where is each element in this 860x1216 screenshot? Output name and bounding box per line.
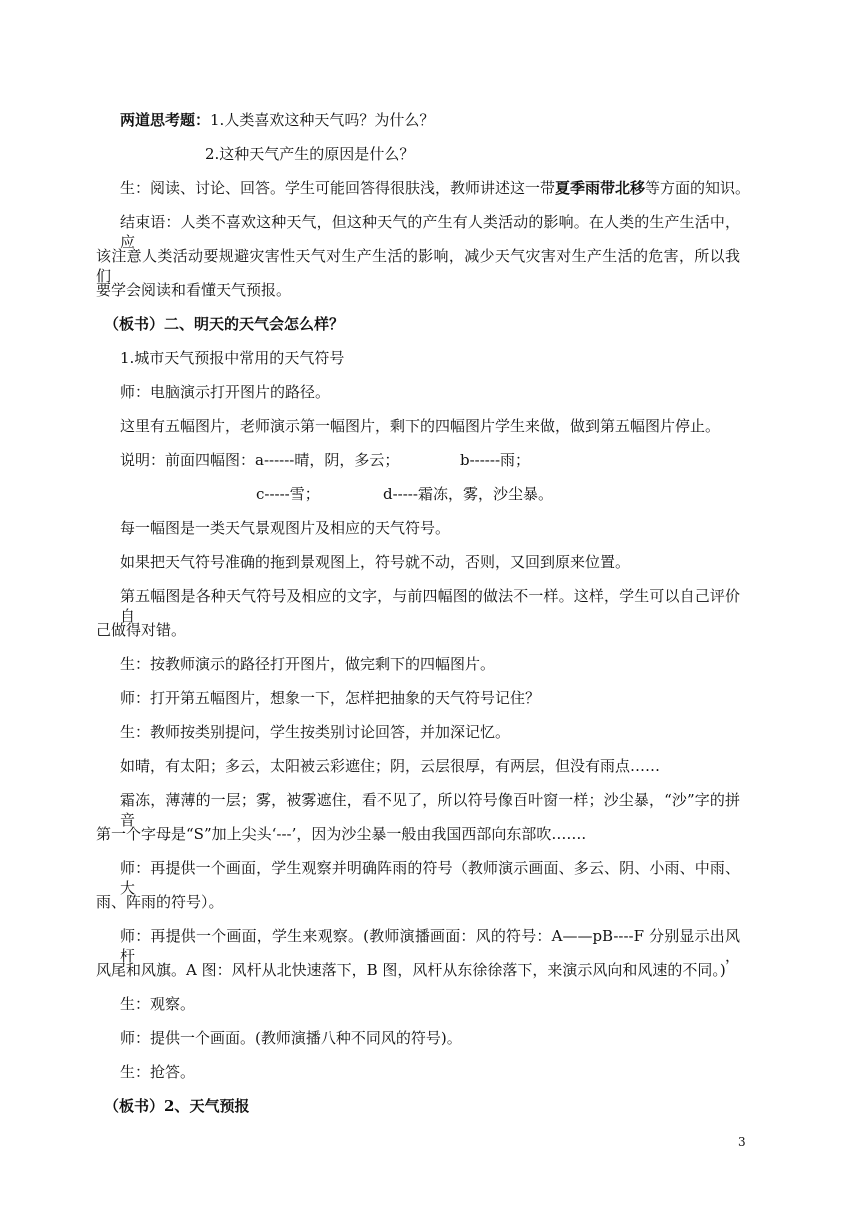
section-heading-weather-forecast: （板书）2、天气预报 bbox=[104, 1097, 250, 1115]
section-heading-tomorrow-weather: （板书）二、明天的天气会怎么样？ bbox=[104, 315, 345, 333]
explanation-d: d-----霜冻，雾，沙尘暴。 bbox=[383, 485, 553, 503]
drag-symbol-note: 如果把天气符号准确的拖到景观图上，符号就不动，否则，又回到原来位置。 bbox=[120, 553, 631, 571]
student-answer-text: 生：阅读、讨论、回答。学生可能回答得很肤浅，教师讲述这一带 bbox=[120, 179, 556, 197]
paragraph-thinking-questions bbox=[120, 110, 434, 130]
conclusion-line-3: 要学会阅读和看懂天气预报。 bbox=[96, 281, 292, 299]
subheading-weather-symbols: 1.城市天气预报中常用的天气符号 bbox=[120, 349, 345, 367]
frost-fog-line-1: 霜冻，薄薄的一层；雾，被雾遮住，看不见了，所以符号像百叶窗一样；沙尘暴，“沙”字的拼音 bbox=[120, 791, 740, 829]
frost-fog-line-2: 第一个字母是“S”加上尖头‘---’，因为沙尘暴一般由我国西部向东部吹……. bbox=[96, 825, 587, 843]
shower-symbol-line-1: 师：再提供一个画面，学生观察并明确阵雨的符号（教师演示画面、多云、阴、小雨、中雨、大 bbox=[120, 859, 740, 897]
explanation-b: b------雨； bbox=[460, 451, 531, 469]
each-image-note: 每一幅图是一类天气景观图片及相应的天气符号。 bbox=[120, 519, 451, 537]
wind-symbol-line-1: 师：再提供一个画面，学生来观察。(教师演播画面：风的符号：A——pB----F 分别显示出风杆， bbox=[120, 927, 740, 965]
fifth-image-line-2: 己做得对错。 bbox=[96, 621, 187, 639]
conclusion-line-1: 结束语：人类不喜欢这种天气，但这种天气的产生有人类活动的影响。在人类的生产生活中，应 bbox=[120, 213, 740, 251]
question-2: 2.这种天气产生的原因是什么？ bbox=[205, 145, 415, 163]
student-observe: 生：观察。 bbox=[120, 995, 196, 1013]
paragraph-student-answer bbox=[120, 178, 750, 198]
shower-symbol-line-2: 雨、阵雨的符号）。 bbox=[96, 893, 224, 911]
emphasis-summer-rainbelt: 夏季雨带北移 bbox=[555, 179, 646, 197]
question-1: 1.人类喜欢这种天气吗？为什么？ bbox=[210, 111, 435, 129]
explanation-a: 说明：前面四幅图：a------晴，阴，多云； bbox=[120, 451, 400, 469]
example-sunny-cloudy: 如晴，有太阳；多云，太阳被云彩遮住；阴，云层很厚，有两层，但没有雨点…… bbox=[120, 757, 661, 775]
student-race-answer: 生：抢答。 bbox=[120, 1063, 196, 1081]
student-open-images: 生：按教师演示的路径打开图片，做完剩下的四幅图片。 bbox=[120, 655, 496, 673]
page-number: 3 bbox=[738, 1135, 746, 1149]
wind-symbol-line-2: 风尾和风旗。A 图：风杆从北快速落下，B 图，风杆从东徐徐落下，来演示风向和风速的不同。) bbox=[96, 961, 726, 979]
teacher-fifth-image: 师：打开第五幅图片，想象一下，怎样把抽象的天气符号记住？ bbox=[120, 689, 541, 707]
teacher-demo-path: 师：电脑演示打开图片的路径。 bbox=[120, 383, 331, 401]
student-category-answer: 生：教师按类别提问，学生按类别讨论回答，并加深记忆。 bbox=[120, 723, 511, 741]
thinking-questions-label: 两道思考题： bbox=[120, 111, 211, 129]
fifth-image-line-1: 第五幅图是各种天气符号及相应的文字，与前四幅图的做法不一样。这样，学生可以自己评价自 bbox=[120, 587, 740, 625]
student-answer-tail: 等方面的知识。 bbox=[645, 179, 751, 197]
five-images-description: 这里有五幅图片，老师演示第一幅图片，剩下的四幅图片学生来做，做到第五幅图片停止。 bbox=[120, 417, 721, 435]
explanation-c: c-----雪； bbox=[256, 485, 320, 503]
teacher-eight-winds: 师：提供一个画面。(教师演播八种不同风的符号)。 bbox=[120, 1029, 462, 1047]
conclusion-line-2: 该注意人类活动要规避灾害性天气对生产生活的影响，减少天气灾害对生产生活的危害，所以我们 bbox=[96, 247, 740, 285]
